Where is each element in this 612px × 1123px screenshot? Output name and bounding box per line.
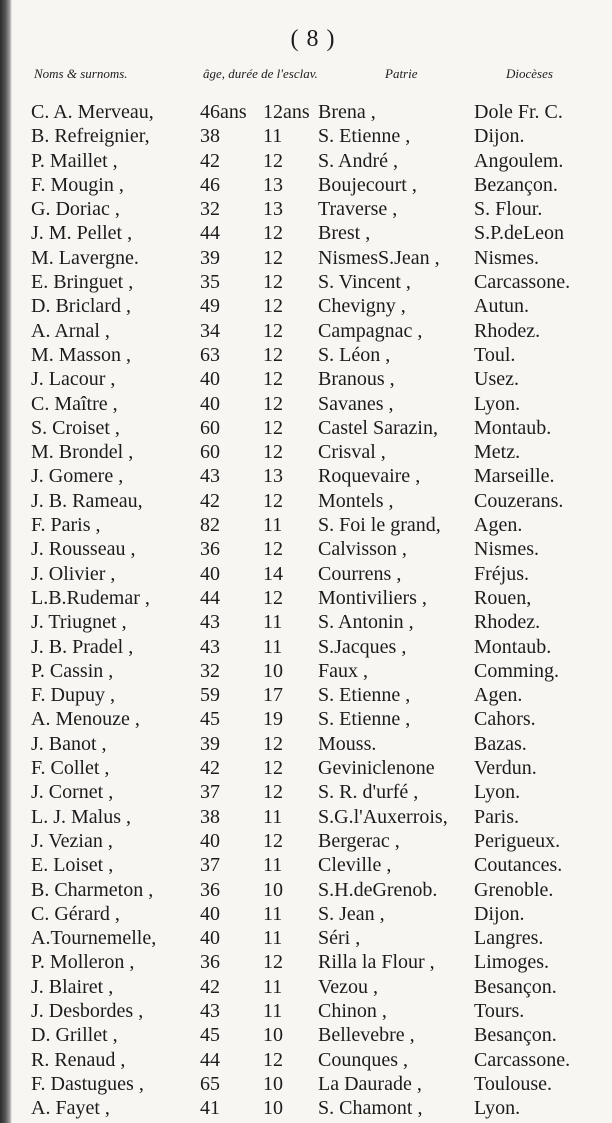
captive-patrie: Brest , [318, 222, 371, 245]
captivity-duration: 14 [263, 562, 283, 585]
captive-age: 40 [200, 392, 220, 415]
captive-name: S. Croiset , [31, 416, 120, 439]
captive-patrie: S. Antonin , [318, 611, 414, 634]
captivity-duration: 12 [263, 757, 283, 780]
list-item [0, 829, 612, 853]
list-item [0, 392, 612, 416]
captive-age: 36 [200, 538, 220, 561]
list-item [0, 562, 612, 586]
captive-diocese: Angoulem. [474, 149, 564, 172]
list-item [0, 683, 612, 707]
captivity-duration: 11 [263, 125, 283, 148]
list-item [0, 975, 612, 999]
captive-patrie: Counques , [318, 1048, 408, 1071]
captive-patrie: Geviniclenone [318, 757, 435, 780]
captive-name: P. Cassin , [31, 659, 114, 682]
list-item [0, 1096, 612, 1120]
captive-age: 46 [200, 173, 220, 196]
captive-patrie: Chevigny , [318, 295, 406, 318]
captive-name: J. Triugnet , [31, 611, 127, 634]
captive-name: R. Renaud , [31, 1048, 126, 1071]
captive-diocese: Cahors. [474, 708, 536, 731]
captivity-duration: 11 [263, 635, 283, 658]
list-item [0, 853, 612, 877]
captive-patrie: Roquevaire , [318, 465, 421, 488]
captive-age: 65 [200, 1072, 220, 1095]
captive-age: 42 [200, 489, 220, 512]
captive-patrie: S.H.deGrenob. [318, 878, 438, 901]
header-age-duration: âge, durée de l'esclav. [203, 66, 318, 81]
captive-patrie: S. Etienne , [318, 684, 411, 707]
captive-age: 46ans [200, 101, 247, 123]
captive-diocese: Autun. [474, 295, 529, 318]
captivity-duration: 12 [263, 781, 283, 804]
captive-diocese: Fréjus. [474, 562, 529, 585]
captive-diocese: Carcassone. [474, 1048, 571, 1071]
captive-patrie: Castel Sarazin, [318, 416, 438, 439]
captive-diocese: Bezançon. [474, 173, 558, 196]
captive-name: L. J. Malus , [31, 805, 131, 828]
captive-name: E. Loiset , [31, 854, 114, 877]
captive-patrie: S. Vincent , [318, 271, 411, 294]
captivity-duration: 12 [263, 149, 283, 172]
captive-age: 40 [200, 562, 220, 585]
captivity-duration: 12 [263, 416, 283, 439]
captive-age: 59 [200, 684, 220, 707]
captive-patrie: Branous , [318, 368, 395, 391]
captive-diocese: Metz. [474, 441, 521, 464]
captive-patrie: Bergerac , [318, 829, 400, 852]
captive-age: 45 [200, 708, 220, 731]
captive-diocese: Limoges. [474, 951, 549, 974]
list-item [0, 780, 612, 804]
captive-name: J. Rousseau , [31, 538, 136, 561]
captive-diocese: S.P.deLeon [474, 222, 564, 245]
captive-age: 41 [200, 1097, 220, 1120]
captivity-duration: 11 [263, 611, 283, 634]
captive-name: G. Doriac , [31, 198, 120, 221]
list-item [0, 610, 612, 634]
captivity-duration: 12 [263, 392, 283, 415]
captive-patrie: Campagnac , [318, 319, 423, 342]
list-item [0, 124, 612, 148]
list-item [0, 440, 612, 464]
captivity-duration: 12 [263, 489, 283, 512]
list-item [0, 950, 612, 974]
captive-age: 37 [200, 781, 220, 804]
captive-name: D. Briclard , [31, 295, 131, 318]
captive-age: 43 [200, 611, 220, 634]
captive-diocese: Toul. [474, 343, 516, 366]
captivity-duration: 13 [263, 173, 283, 196]
captivity-duration: 19 [263, 708, 283, 731]
captive-diocese: Dijon. [474, 902, 525, 925]
captivity-duration: 12 [263, 732, 283, 755]
captive-diocese: Lyon. [474, 781, 521, 804]
captive-age: 49 [200, 295, 220, 318]
captive-diocese: Toulouse. [474, 1072, 553, 1095]
captive-age: 42 [200, 757, 220, 780]
captive-patrie: Brena , [318, 101, 376, 123]
captive-diocese: Carcassone. [474, 271, 571, 294]
captive-patrie: S. Etienne , [318, 708, 411, 731]
captivity-duration: 12 [263, 343, 283, 366]
column-header-row [0, 66, 612, 88]
captive-name: B. Charmeton , [31, 878, 154, 901]
captive-age: 34 [200, 319, 220, 342]
captivity-duration: 10 [263, 659, 283, 682]
captive-name: F. Collet , [31, 757, 110, 780]
captive-patrie: S. Jean , [318, 902, 385, 925]
captive-patrie: Rilla la Flour , [318, 951, 435, 974]
list-item [0, 319, 612, 343]
captive-diocese: Marseille. [474, 465, 555, 488]
captive-patrie: S. André , [318, 149, 398, 172]
captive-age: 39 [200, 246, 220, 269]
captive-diocese: Rouen, [474, 586, 532, 609]
captive-diocese: Montaub. [474, 416, 552, 439]
captive-diocese: Comming. [474, 659, 560, 682]
list-item [0, 902, 612, 926]
captive-age: 40 [200, 829, 220, 852]
list-item [0, 416, 612, 440]
list-item [0, 149, 612, 173]
captive-age: 38 [200, 805, 220, 828]
captive-diocese: Rhodez. [474, 611, 541, 634]
list-item [0, 464, 612, 488]
captive-age: 82 [200, 514, 220, 537]
list-item [0, 100, 612, 124]
captive-diocese: Usez. [474, 368, 519, 391]
list-item [0, 343, 612, 367]
captive-patrie: Boujecourt , [318, 173, 417, 196]
captive-name: C. A. Merveau, [31, 101, 154, 123]
captive-diocese: Nismes. [474, 246, 539, 269]
page-number: ( 8 ) [290, 26, 336, 52]
captive-patrie: S. Chamont , [318, 1097, 423, 1120]
captive-patrie: S. Foi le grand, [318, 514, 441, 537]
captive-age: 32 [200, 198, 220, 221]
captive-name: C. Gérard , [31, 902, 120, 925]
captive-patrie: Crisval , [318, 441, 386, 464]
list-item [0, 513, 612, 537]
captive-name: F. Dastugues , [31, 1072, 144, 1095]
captive-age: 32 [200, 659, 220, 682]
captivity-duration: 11 [263, 927, 283, 950]
captive-diocese: Dole Fr. C. [474, 101, 563, 123]
captive-name: A. Arnal , [31, 319, 110, 342]
captivity-duration: 12 [263, 829, 283, 852]
captive-diocese: Couzerans. [474, 489, 564, 512]
captive-diocese: Grenoble. [474, 878, 554, 901]
captivity-duration: 12 [263, 222, 283, 245]
captive-age: 42 [200, 149, 220, 172]
captive-age: 43 [200, 999, 220, 1022]
captivity-duration: 13 [263, 198, 283, 221]
captive-patrie: Chinon , [318, 999, 387, 1022]
captive-diocese: Agen. [474, 684, 523, 707]
captivity-duration: 11 [263, 902, 283, 925]
captive-age: 39 [200, 732, 220, 755]
captivity-duration: 11 [263, 999, 283, 1022]
captive-diocese: Coutances. [474, 854, 563, 877]
captivity-duration: 12 [263, 271, 283, 294]
header-name: Noms & surnoms. [34, 66, 128, 81]
captivity-duration: 12 [263, 951, 283, 974]
list-item [0, 537, 612, 561]
captive-age: 40 [200, 927, 220, 950]
list-item [0, 999, 612, 1023]
captive-age: 37 [200, 854, 220, 877]
header-diocese: Diocèses [506, 66, 553, 81]
captive-diocese: Dijon. [474, 125, 525, 148]
captive-name: J. Gomere , [31, 465, 124, 488]
list-item [0, 732, 612, 756]
captive-name: J. Blairet , [31, 975, 114, 998]
captivity-duration: 12 [263, 441, 283, 464]
list-item [0, 805, 612, 829]
list-item [0, 926, 612, 950]
captive-name: J. Cornet , [31, 781, 114, 804]
captive-diocese: Lyon. [474, 1097, 521, 1120]
captive-name: F. Paris , [31, 514, 101, 537]
captive-patrie: Faux , [318, 659, 368, 682]
captive-age: 44 [200, 1048, 220, 1071]
captive-name: J. B. Pradel , [31, 635, 134, 658]
captive-diocese: Nismes. [474, 538, 539, 561]
captive-patrie: S.Jacques , [318, 635, 407, 658]
captive-patrie: NismesS.Jean , [318, 246, 440, 269]
captivity-duration: 10 [263, 1097, 283, 1120]
captive-patrie: Montels , [318, 489, 394, 512]
captive-patrie: Bellevebre , [318, 1024, 415, 1047]
captive-name: J. M. Pellet , [31, 222, 133, 245]
captive-diocese: Agen. [474, 514, 523, 537]
list-item [0, 489, 612, 513]
list-item [0, 1048, 612, 1072]
captivity-duration: 12ans [263, 101, 310, 123]
captive-name: J. Desbordes , [31, 999, 144, 1022]
captivity-duration: 12 [263, 246, 283, 269]
captive-patrie: Calvisson , [318, 538, 407, 561]
captive-name: A.Tournemelle, [31, 927, 157, 950]
captive-age: 60 [200, 441, 220, 464]
captive-diocese: Paris. [474, 805, 519, 828]
captive-age: 44 [200, 222, 220, 245]
captive-diocese: Besançon. [474, 975, 557, 998]
captives-list [0, 100, 612, 1120]
captive-diocese: Langres. [474, 927, 544, 950]
captive-patrie: Traverse , [318, 198, 398, 221]
captive-name: F. Dupuy , [31, 684, 115, 707]
captivity-duration: 12 [263, 295, 283, 318]
list-item [0, 294, 612, 318]
captive-patrie: S.G.l'Auxerrois, [318, 805, 448, 828]
captive-diocese: Besançon. [474, 1024, 557, 1047]
captive-patrie: La Daurade , [318, 1072, 422, 1095]
captivity-duration: 12 [263, 586, 283, 609]
captive-diocese: Verdun. [474, 757, 537, 780]
list-item [0, 197, 612, 221]
captive-name: P. Maillet , [31, 149, 118, 172]
captivity-duration: 11 [263, 975, 283, 998]
captive-patrie: Courrens , [318, 562, 402, 585]
captive-name: D. Grillet , [31, 1024, 118, 1047]
captive-age: 43 [200, 635, 220, 658]
list-item [0, 707, 612, 731]
captive-patrie: S. Léon , [318, 343, 391, 366]
captive-patrie: S. R. d'urfé , [318, 781, 419, 804]
list-item [0, 246, 612, 270]
captivity-duration: 13 [263, 465, 283, 488]
captivity-duration: 10 [263, 1072, 283, 1095]
header-patrie: Patrie [385, 66, 418, 81]
captive-name: M. Brondel , [31, 441, 134, 464]
captive-name: L.B.Rudemar , [31, 586, 150, 609]
captive-name: B. Refreignier, [31, 125, 150, 148]
captive-diocese: S. Flour. [474, 198, 543, 221]
captive-name: M. Lavergne. [31, 246, 139, 269]
list-item [0, 221, 612, 245]
captive-name: J. Olivier , [31, 562, 116, 585]
captive-patrie: S. Etienne , [318, 125, 411, 148]
captive-age: 38 [200, 125, 220, 148]
captive-age: 63 [200, 343, 220, 366]
captive-diocese: Lyon. [474, 392, 521, 415]
captive-age: 40 [200, 368, 220, 391]
captive-name: F. Mougin , [31, 173, 124, 196]
captive-name: A. Fayet , [31, 1097, 110, 1120]
captivity-duration: 10 [263, 878, 283, 901]
captive-diocese: Montaub. [474, 635, 552, 658]
captivity-duration: 12 [263, 319, 283, 342]
captivity-duration: 10 [263, 1024, 283, 1047]
captive-name: J. Banot , [31, 732, 107, 755]
captive-age: 44 [200, 586, 220, 609]
captive-patrie: Vezou , [318, 975, 378, 998]
captivity-duration: 12 [263, 368, 283, 391]
captive-age: 42 [200, 975, 220, 998]
captivity-duration: 11 [263, 514, 283, 537]
captivity-duration: 11 [263, 805, 283, 828]
captive-diocese: Tours. [474, 999, 525, 1022]
captive-age: 36 [200, 951, 220, 974]
list-item [0, 367, 612, 391]
list-item [0, 173, 612, 197]
list-item [0, 756, 612, 780]
captive-age: 60 [200, 416, 220, 439]
captivity-duration: 12 [263, 1048, 283, 1071]
captivity-duration: 11 [263, 854, 283, 877]
captive-patrie: Montiviliers , [318, 586, 427, 609]
captivity-duration: 12 [263, 538, 283, 561]
list-item [0, 659, 612, 683]
captive-age: 45 [200, 1024, 220, 1047]
captive-diocese: Rhodez. [474, 319, 541, 342]
list-item [0, 878, 612, 902]
list-item [0, 1023, 612, 1047]
captive-name: C. Maître , [31, 392, 118, 415]
captivity-duration: 17 [263, 684, 283, 707]
captive-age: 35 [200, 271, 220, 294]
captive-patrie: Savanes , [318, 392, 394, 415]
captive-name: J. Lacour , [31, 368, 116, 391]
captive-diocese: Perigueux. [474, 829, 561, 852]
list-item [0, 270, 612, 294]
captive-name: E. Bringuet , [31, 271, 134, 294]
captive-age: 36 [200, 878, 220, 901]
captive-name: A. Menouze , [31, 708, 140, 731]
captive-name: J. B. Rameau, [31, 489, 143, 512]
captive-name: P. Molleron , [31, 951, 135, 974]
captive-patrie: Mouss. [318, 732, 377, 755]
captive-diocese: Bazas. [474, 732, 527, 755]
captive-patrie: Séri , [318, 927, 361, 950]
captive-name: J. Vezian , [31, 829, 113, 852]
list-item [0, 586, 612, 610]
captive-age: 40 [200, 902, 220, 925]
captive-name: M. Masson , [31, 343, 132, 366]
captive-age: 43 [200, 465, 220, 488]
list-item [0, 635, 612, 659]
captive-patrie: Cleville , [318, 854, 392, 877]
list-item [0, 1072, 612, 1096]
